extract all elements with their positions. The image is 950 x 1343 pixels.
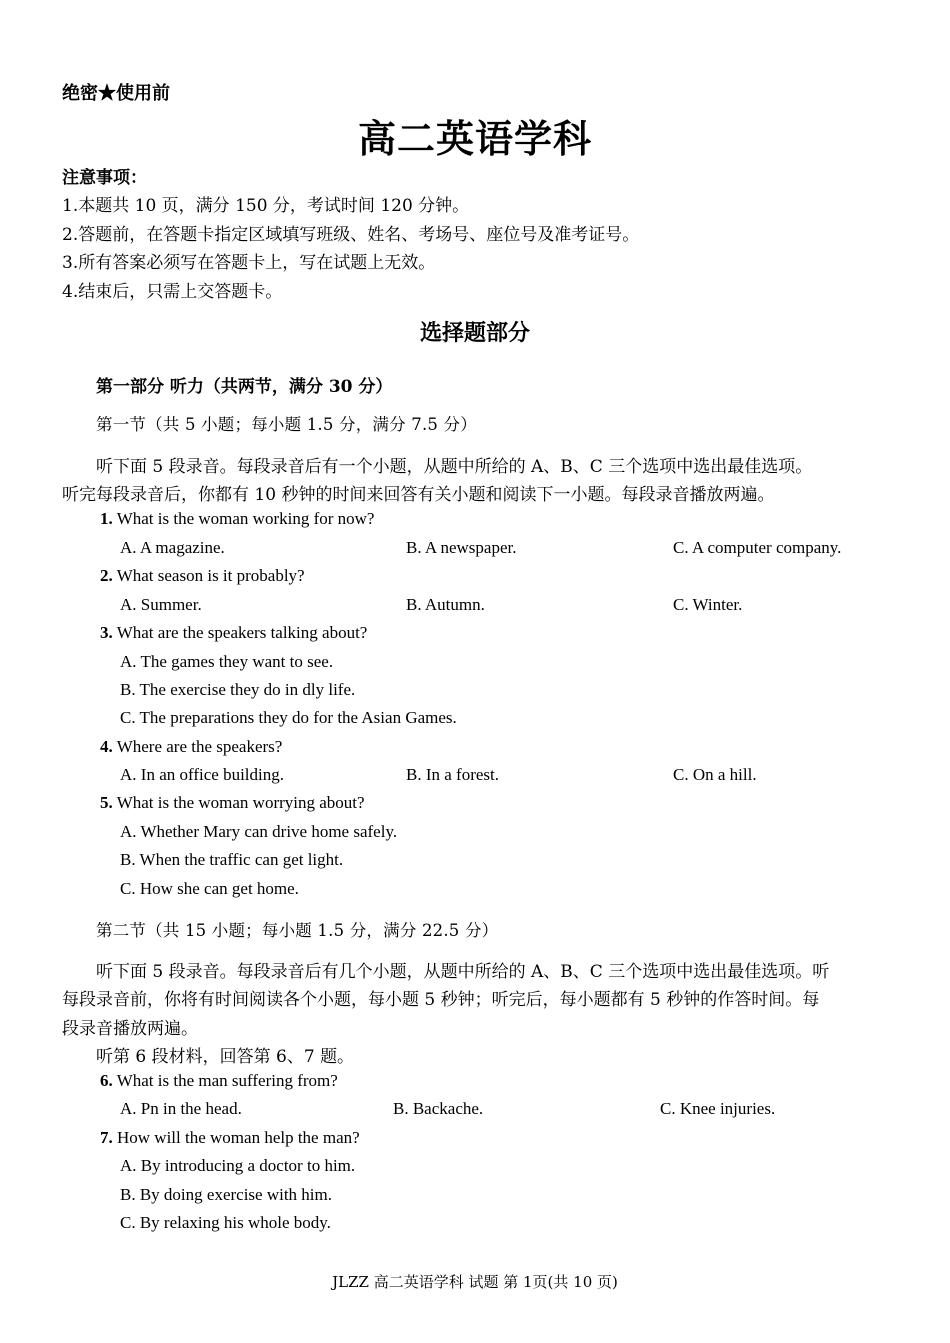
question-number: 6. <box>100 1071 113 1090</box>
option-a: A. Whether Mary can drive home safely. <box>120 822 398 841</box>
section1-heading: 第一节（共 5 小题；每小题 1.5 分，满分 7.5 分） <box>96 415 477 434</box>
question-number: 1. <box>100 509 113 528</box>
question-text: What season is it probably? <box>116 566 305 585</box>
option-b: B. The exercise they do in dly life. <box>120 680 356 699</box>
option-c: C. Knee injuries. <box>660 1099 776 1118</box>
question-5 <box>100 793 365 813</box>
option-c: C. How she can get home. <box>120 879 299 898</box>
notes-heading: 注意事项： <box>62 168 147 188</box>
page-footer: JLZZ 高二英语学科 试题 第 1页(共 10 页) <box>332 1273 618 1291</box>
question-number: 3. <box>100 623 113 642</box>
question-text: Where are the speakers? <box>116 737 283 756</box>
option-a: A. Summer. <box>120 595 202 614</box>
question-2 <box>100 566 305 586</box>
option-c: C. A computer company. <box>673 538 842 557</box>
question-number: 2. <box>100 566 113 585</box>
question-text: What is the woman worrying about? <box>116 793 365 812</box>
section2-instructions: 每段录音前，你将有时间阅读各个小题，每小题 5 秒钟；听完后，每小题都有 5 秒钟的作答时间。每 <box>62 990 820 1010</box>
question-number: 5. <box>100 793 113 812</box>
question-3 <box>100 623 367 643</box>
note-item: 2.答题前，在答题卡指定区域填写班级、姓名、考场号、座位号及准考证号。 <box>62 225 640 245</box>
part1-heading: 第一部分 听力（共两节，满分 30 分） <box>96 377 393 397</box>
option-b: B. By doing exercise with him. <box>120 1185 333 1204</box>
question-number: 7. <box>100 1128 113 1147</box>
question-6 <box>100 1071 338 1091</box>
question-number: 4. <box>100 737 113 756</box>
option-a: A. By introducing a doctor to him. <box>120 1156 356 1175</box>
note-item: 3.所有答案必须写在答题卡上，写在试题上无效。 <box>62 253 436 273</box>
option-c: C. By relaxing his whole body. <box>120 1213 331 1232</box>
option-c: C. On a hill. <box>673 765 757 784</box>
section1-instructions: 听完每段录音后，你都有 10 秒钟的时间来回答有关小题和阅读下一小题。每段录音播放两遍。 <box>62 485 775 505</box>
option-b: B. Backache. <box>393 1099 484 1118</box>
section2-heading: 第二节（共 15 小题；每小题 1.5 分，满分 22.5 分） <box>96 921 499 940</box>
option-b: B. Autumn. <box>406 595 485 614</box>
note-item: 4.结束后，只需上交答题卡。 <box>62 282 283 302</box>
section2-instructions: 段录音播放两遍。 <box>62 1019 198 1039</box>
option-c: C. Winter. <box>673 595 743 614</box>
option-a: A. The games they want to see. <box>120 652 334 671</box>
option-c: C. The preparations they do for the Asian Games. <box>120 708 457 727</box>
question-text: What are the speakers talking about? <box>116 623 368 642</box>
option-b: B. When the traffic can get light. <box>120 850 344 869</box>
question-text: What is the man suffering from? <box>116 1071 338 1090</box>
option-a: A. In an office building. <box>120 765 284 784</box>
option-b: B. In a forest. <box>406 765 500 784</box>
question-text: What is the woman working for now? <box>116 509 375 528</box>
option-b: B. A newspaper. <box>406 538 517 557</box>
question-4 <box>100 737 282 757</box>
section-title: 选择题部分 <box>419 320 530 346</box>
page-title: 高二英语学科 <box>357 116 592 161</box>
confidential-label: 绝密★使用前 <box>62 83 170 104</box>
question-7 <box>100 1128 360 1148</box>
section2-instructions: 听下面 5 段录音。每段录音后有几个小题，从题中所给的 A、B、C 三个选项中选出最佳选项。听 <box>96 962 830 982</box>
question-text: How will the woman help the man? <box>117 1128 360 1147</box>
section1-instructions: 听下面 5 段录音。每段录音后有一个小题，从题中所给的 A、B、C 三个选项中选出最佳选项。 <box>96 457 813 477</box>
option-a: A. Pn in the head. <box>120 1099 242 1118</box>
question-1 <box>100 509 374 529</box>
note-item: 1.本题共 10 页，满分 150 分，考试时间 120 分钟。 <box>62 196 470 216</box>
option-a: A. A magazine. <box>120 538 225 557</box>
material-instruction: 听第 6 段材料，回答第 6、7 题。 <box>96 1047 355 1067</box>
